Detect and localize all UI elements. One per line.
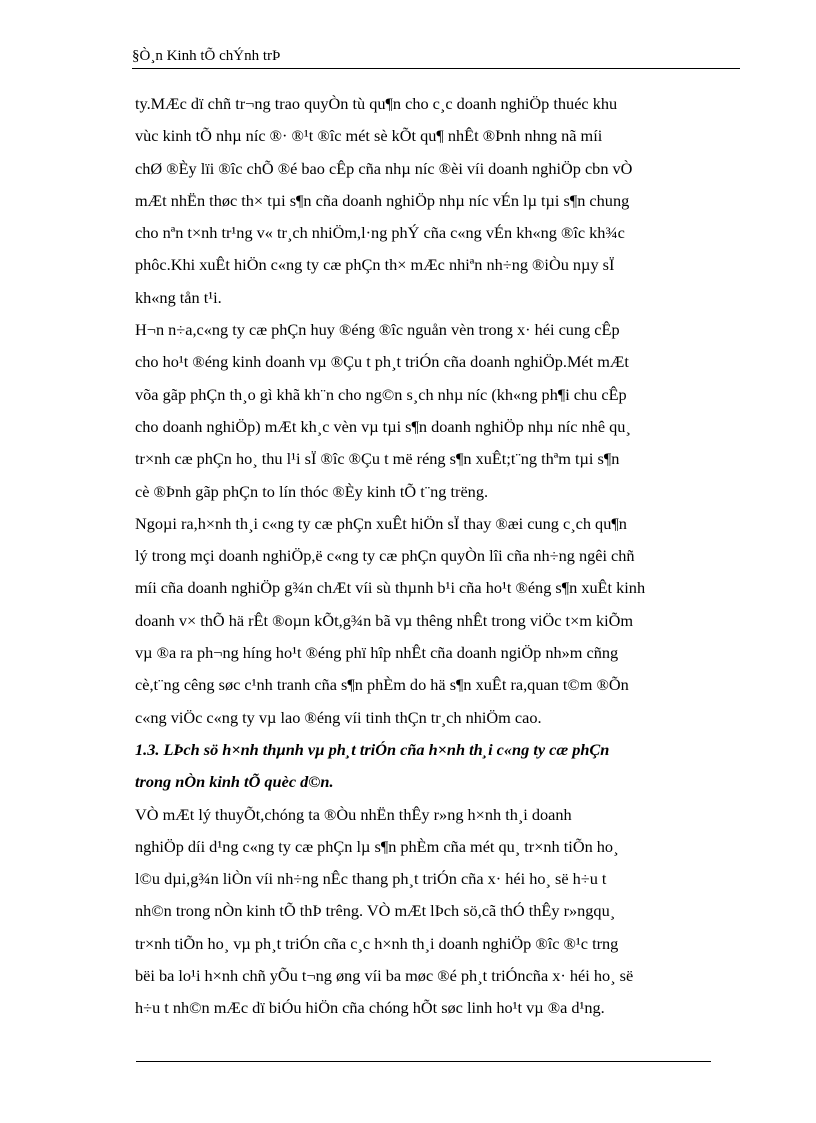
text-line: Ngoµi ra,h×nh th¸i c«ng ty cæ phÇn xuÊt hiÖn sÏ thay ®æi cung c¸ch qu¶n [135, 513, 627, 533]
paragraph-4 [135, 799, 740, 1025]
text-line: lý trong mçi doanh nghiÖp,ë c«ng ty cæ phÇn quyÒn lîi cña nh÷ng ngêi chñ [135, 546, 635, 566]
text-line: cè ®Þnh gãp phÇn to lín thóc ®Èy kinh tÕ t¨ng trëng. [135, 481, 489, 501]
text-line: VÒ mÆt lý thuyÕt,chóng ta ®Òu nhËn thÊy r»ng h×nh th¸i doanh [135, 804, 572, 824]
heading-line: 1.3. LÞch sö h×nh thµnh vµ ph¸t triÓn cña h×nh th¸i c«ng ty cæ phÇn [135, 739, 610, 759]
text-line: cho nªn t×nh tr¹ng v« tr¸ch nhiÖm,l·ng phÝ cña c«ng vÉn kh«ng ®îc kh¾c [135, 223, 625, 243]
page-header [132, 46, 740, 68]
text-line: cho ho¹t ®éng kinh doanh vµ ®Çu t ph¸t triÓn cña doanh nghiÖp.Mét mÆt [135, 352, 629, 372]
text-line: h÷u t nh©n mÆc dï biÓu hiÖn cña chóng hÕt søc linh ho¹t vµ ®a d¹ng. [135, 998, 605, 1018]
text-line: cho doanh nghiÖp) mÆt kh¸c vèn vµ tµi s¶n doanh nghiÖp nhµ níc nhê qu¸ [135, 416, 631, 436]
text-line: vùc kinh tÕ nhµ níc ®· ®¹t ®îc mét sè kÕt qu¶ nhÊt ®Þnh nhng nã míi [135, 126, 603, 146]
header-divider [132, 68, 740, 69]
text-line: míi cña doanh nghiÖp g¾n chÆt víi sù thµnh b¹i cña ho¹t ®éng s¶n xuÊt kinh [135, 578, 646, 598]
text-line: vµ ®a ra ph¬ng híng ho¹t ®éng phï hîp nhÊt cña doanh ngiÖp nh»m cñng [135, 643, 619, 663]
text-line: l©u dµi,g¾n liÒn víi nh÷ng nÊc thang ph¸t triÓn cña x· héi ho¸ së h÷u t [135, 869, 607, 889]
text-line: bëi ba lo¹i h×nh chñ yÕu t¬ng øng víi ba møc ®é ph¸t triÓncña x· héi ho¸ së [135, 966, 634, 986]
text-line: tr×nh cæ phÇn ho¸ thu l¹i sÏ ®îc ®Çu t më réng s¶n xuÊt;t¨ng thªm tµi s¶n [135, 449, 620, 469]
text-line: cè,t¨ng cêng søc c¹nh tranh cña s¶n phÈm do hä s¶n xuÊt ra,quan t©m ®Õn [135, 675, 629, 695]
footer-divider [136, 1061, 711, 1062]
text-line: doanh v× thÕ hä rÊt ®oµn kÕt,g¾n bã vµ thêng nhÊt trong viÖc t×m kiÕm [135, 610, 634, 630]
paragraph-2 [135, 314, 740, 508]
text-line: phôc.Khi xuÊt hiÖn c«ng ty cæ phÇn th× mÆc nhiªn nh÷ng ®iÒu nµy sÏ [135, 255, 615, 275]
paragraph-1 [135, 88, 740, 314]
text-line: võa gãp phÇn th¸o gì khã kh¨n cho ng©n s¸ch nhµ níc (kh«ng ph¶i chu cÊp [135, 384, 627, 404]
header-title: §Ò¸n Kinh tÕ chÝnh trÞ [132, 48, 281, 64]
text-line: c«ng viÖc c«ng ty vµ lao ®éng víi tinh thÇn tr¸ch nhiÖm cao. [135, 707, 542, 727]
text-line: nh©n trong nÒn kinh tÕ thÞ trêng. VÒ mÆt lÞch sö,cã thÓ thÊy r»ngqu¸ [135, 901, 616, 921]
document-body [135, 88, 740, 1025]
section-heading [135, 734, 740, 799]
paragraph-3 [135, 508, 740, 734]
text-line: mÆt nhËn thøc th× tµi s¶n cña doanh nghiÖp nhµ níc vÉn lµ tµi s¶n chung [135, 190, 630, 210]
text-line: nghiÖp díi d¹ng c«ng ty cæ phÇn lµ s¶n phÈm cña mét qu¸ tr×nh tiÕn ho¸ [135, 836, 619, 856]
heading-line: trong nÒn kinh tÕ quèc d©n. [135, 772, 334, 792]
text-line: tr×nh tiÕn ho¸ vµ ph¸t triÓn cña c¸c h×nh th¸i doanh nghiÖp ®îc ®¹c trng [135, 933, 619, 953]
text-line: chØ ®Èy lïi ®îc chÕ ®é bao cÊp cña nhµ níc ®èi víi doanh nghiÖp cbn vÒ [135, 158, 633, 178]
text-line: kh«ng tån t¹i. [135, 287, 222, 307]
text-line: H¬n n÷a,c«ng ty cæ phÇn huy ®éng ®îc nguån vèn trong x· héi cung cÊp [135, 320, 620, 340]
text-line: ty.MÆc dï chñ tr¬ng trao quyÒn tù qu¶n cho c¸c doanh nghiÖp thuéc khu [135, 94, 618, 113]
